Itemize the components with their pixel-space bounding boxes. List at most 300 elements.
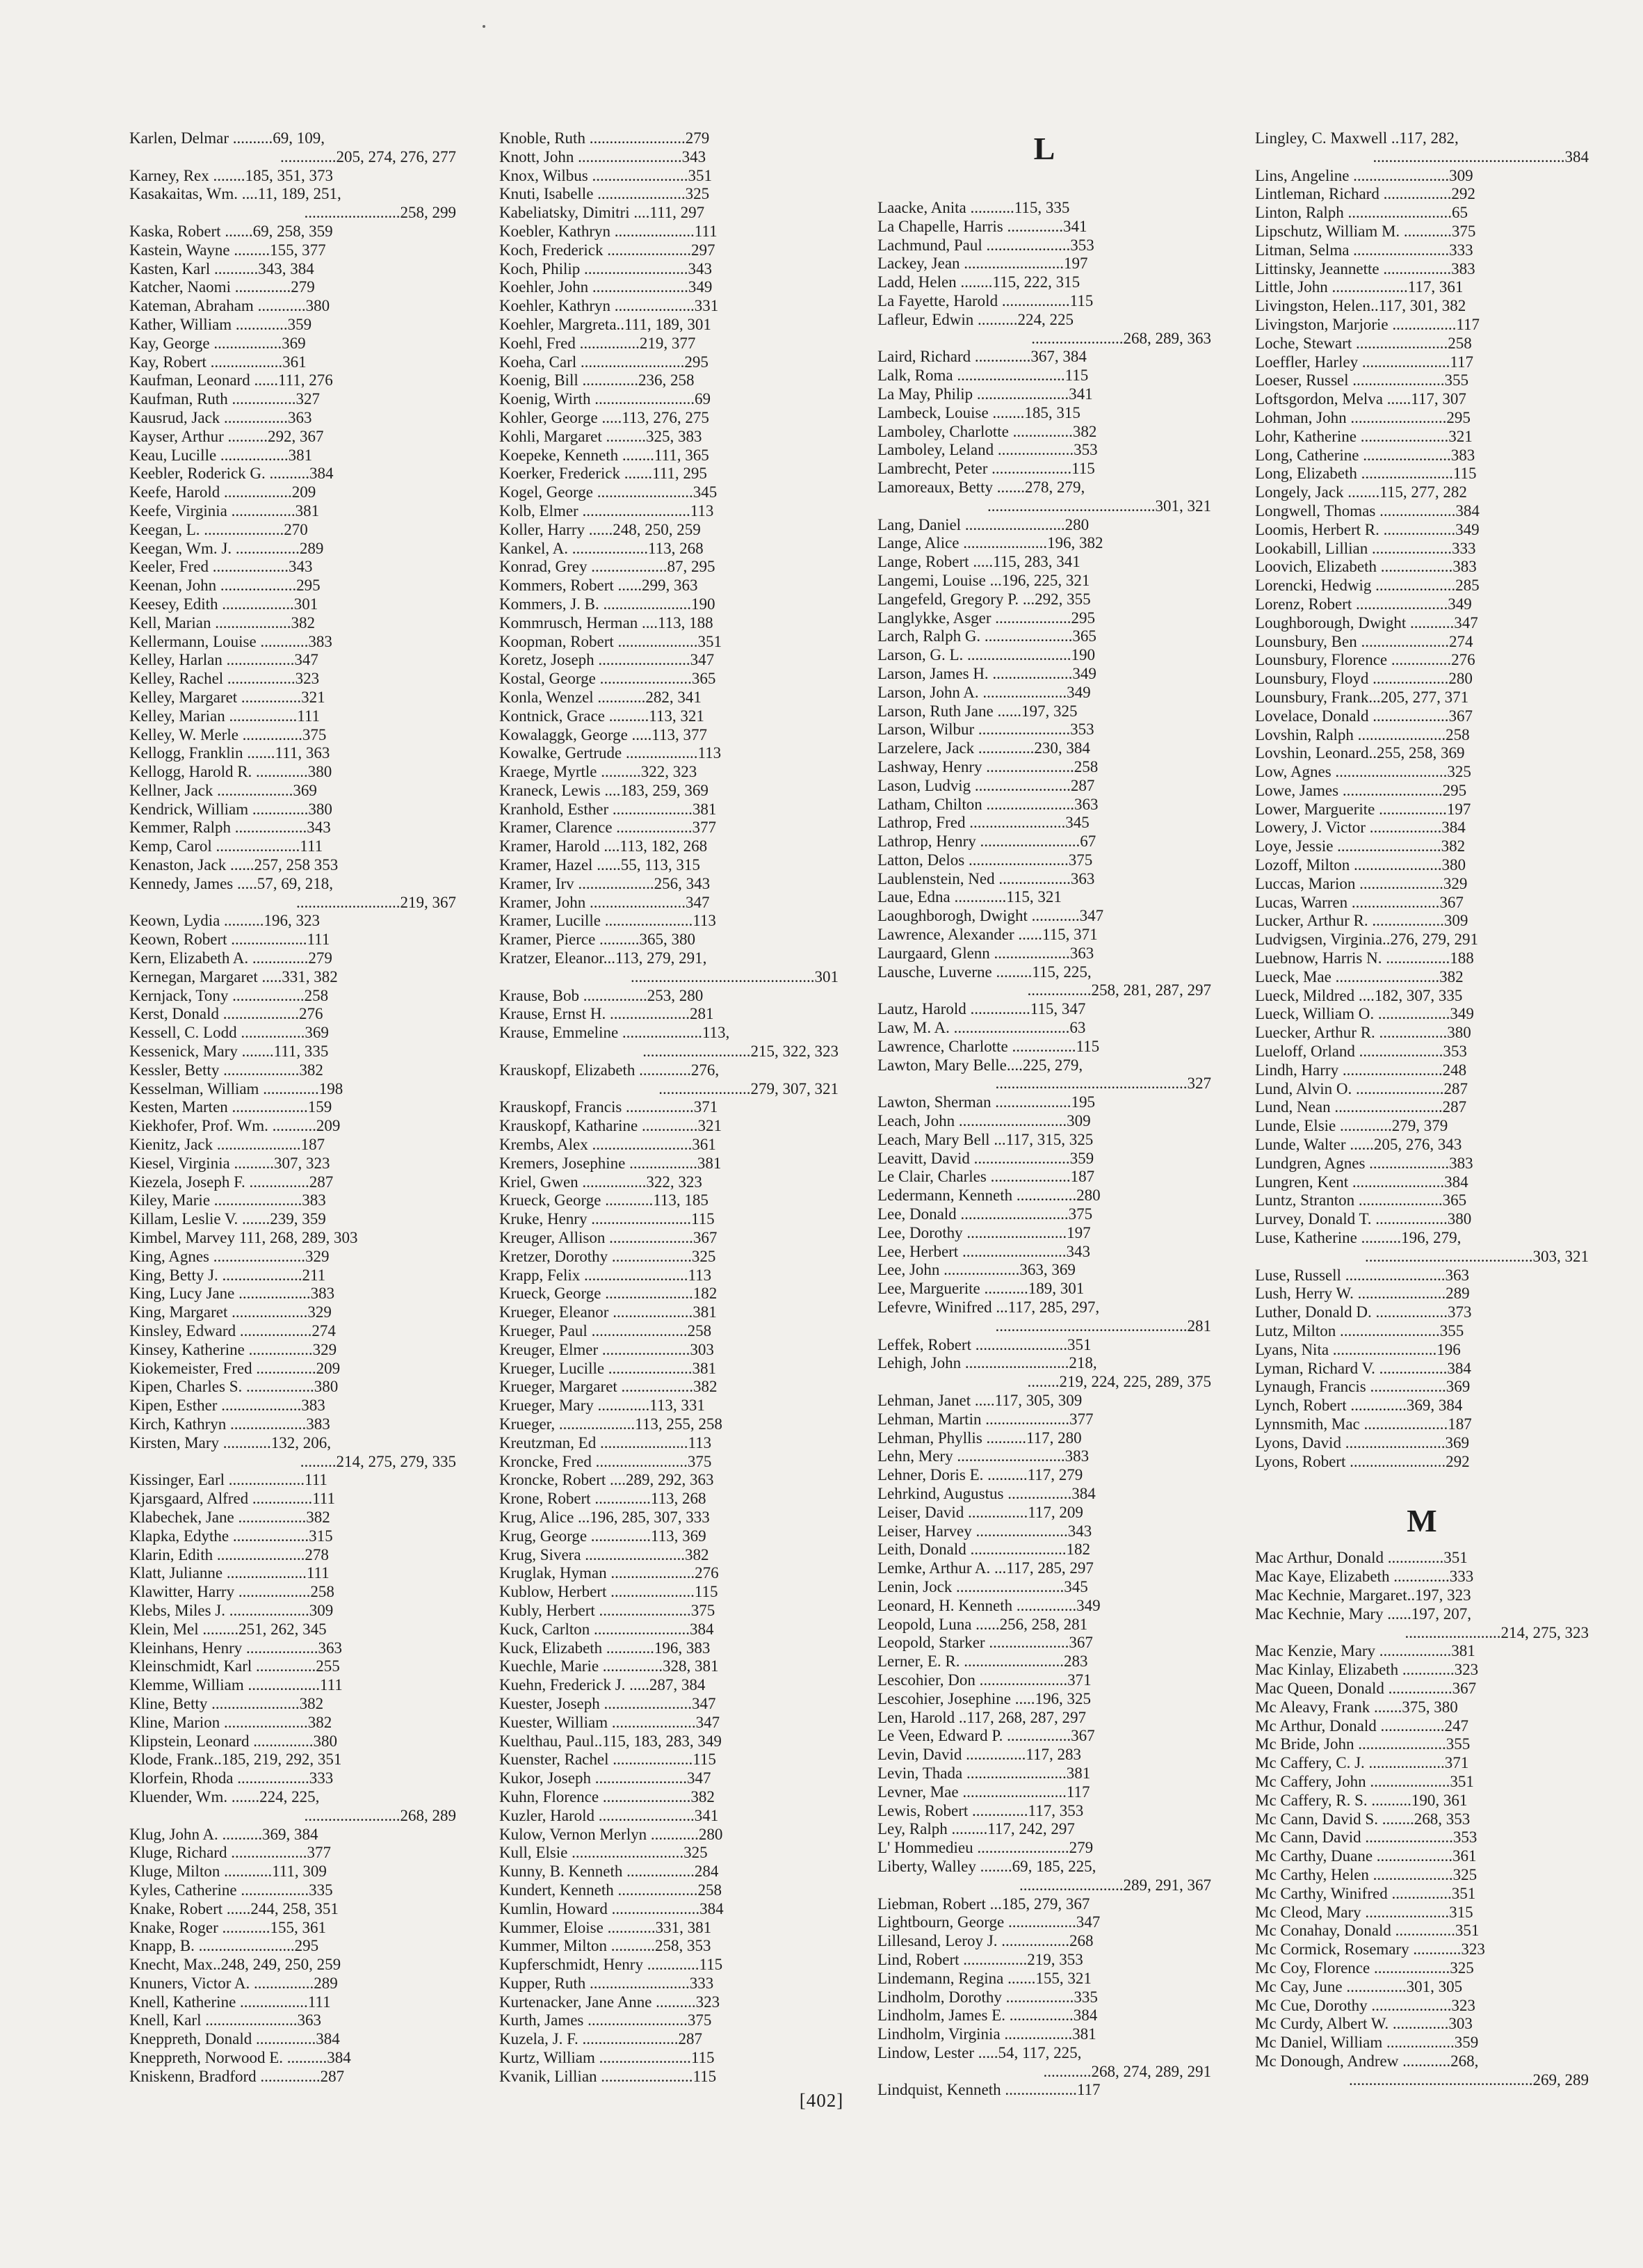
index-entry: Kessler, Betty ...................382: [129, 1061, 323, 1079]
index-entry: Lounsbury, Ben ......................274: [1255, 632, 1473, 650]
index-entry: Lee, Herbert ..........................343: [877, 1242, 1090, 1260]
index-entry: King, Margaret ...................329: [129, 1303, 332, 1321]
index-entry: Lind, Robert ................219, 353: [877, 1950, 1083, 1968]
index-entry: Lambeck, Louise ........185, 315: [877, 403, 1081, 421]
index-entry: Knell, Karl .......................363: [129, 2011, 321, 2029]
index-entry: Krueger, ...................113, 255, 258: [499, 1415, 722, 1433]
index-entry: Knoble, Ruth ........................279: [499, 129, 710, 147]
index-entry: ..............................................301: [631, 967, 839, 986]
index-entry: Kiesel, Virginia ..........307, 323: [129, 1154, 330, 1172]
index-entry: .......................268, 289, 363: [1031, 329, 1211, 347]
index-entry: Kohler, George .....113, 276, 275: [499, 408, 709, 426]
index-entry: Leopold, Luna ......256, 258, 281: [877, 1615, 1088, 1633]
index-entry: King, Lucy Jane ..................383: [129, 1285, 335, 1303]
index-entry: Kluender, Wm. .......224, 225,: [129, 1787, 320, 1805]
index-entry: Loeffler, Harley ......................117: [1255, 353, 1473, 371]
index-entry: .......................279, 307, 321: [658, 1079, 839, 1097]
index-entry: Kissinger, Earl ...................111: [129, 1471, 327, 1489]
index-entry: Kniskenn, Bradford ...............287: [129, 2067, 345, 2085]
index-entry: Law, M. A. .............................63: [877, 1019, 1086, 1037]
index-entry: King, Betty J. ....................211: [129, 1266, 326, 1284]
index-entry: Lungren, Kent .......................384: [1255, 1173, 1468, 1191]
index-entry: Langefeld, Gregory P. ...292, 355: [877, 590, 1091, 608]
index-entry: Mc Daniel, William .................359: [1255, 2034, 1479, 2052]
index-entry: Lehman, Janet .....117, 305, 309: [877, 1392, 1083, 1409]
index-entry: Lashway, Henry ......................258: [877, 757, 1099, 775]
index-column-2: [499, 129, 839, 2086]
index-entry: Ley, Ralph .........117, 242, 297: [877, 1820, 1075, 1838]
index-entry: Littinsky, Jeannette .................383: [1255, 259, 1475, 278]
index-entry: Lyons, Robert ........................292: [1255, 1452, 1470, 1470]
index-entry: Liberty, Walley ........69, 185, 225,: [877, 1857, 1096, 1875]
index-list-l: [877, 199, 1211, 2100]
index-entry: Kuelthau, Paul..115, 183, 283, 349: [499, 1732, 722, 1750]
index-entry: Lohman, John ........................295: [1255, 408, 1471, 426]
index-entry: Klebs, Miles J. ....................309: [129, 1601, 334, 1619]
index-entry: Lamoreaux, Betty .......278, 279,: [877, 478, 1085, 496]
index-entry: Kroncke, Fred .......................375: [499, 1452, 712, 1470]
index-entry: Kundert, Kenneth ....................258: [499, 1881, 722, 1899]
index-entry: Kayser, Arthur ..........292, 367: [129, 427, 324, 445]
index-entry: Kogel, George ........................345: [499, 483, 718, 501]
index-entry: Kratzer, Eleanor...113, 279, 291,: [499, 949, 707, 967]
index-entry: Lintleman, Richard .................292: [1255, 185, 1475, 203]
index-entry: Lehman, Martin .....................377: [877, 1410, 1094, 1428]
index-entry: Krauskopf, Francis .................371: [499, 1098, 718, 1116]
index-entry: Lowe, James .........................295: [1255, 781, 1467, 799]
index-entry: Lason, Ludvig ........................287: [877, 776, 1095, 794]
index-entry: Mc Carthy, Winifred ...............351: [1255, 1884, 1476, 1902]
index-entry: Laoughborogh, Dwight ............347: [877, 907, 1104, 925]
index-entry: Mc Cann, David ......................353: [1255, 1828, 1478, 1847]
index-entry: Larson, Ruth Jane ......197, 325: [877, 702, 1078, 720]
index-entry: La May, Philip .......................341: [877, 385, 1093, 403]
index-entry: Lindh, Harry .........................248: [1255, 1061, 1467, 1079]
index-entry: Lueck, Mae ..........................382: [1255, 967, 1464, 986]
index-entry: Leiser, David ...............117, 209: [877, 1503, 1083, 1521]
index-entry: Laue, Edna .............115, 321: [877, 888, 1062, 906]
index-entry: Kublow, Herbert .....................115: [499, 1583, 718, 1601]
index-entry: Lehrkind, Augustus ................384: [877, 1484, 1096, 1502]
index-entry: Lohr, Katherine ......................321: [1255, 427, 1473, 445]
index-entry: Litman, Selma ........................333: [1255, 241, 1473, 259]
index-entry: Mc Conahay, Donald ...............351: [1255, 1922, 1480, 1940]
index-entry: Kruke, Henry .........................115: [499, 1210, 715, 1228]
index-entry: Klarin, Edith ......................278: [129, 1545, 329, 1563]
index-entry: Kruglak, Hyman .....................276: [499, 1564, 719, 1582]
index-entry: Killam, Leslie V. .......239, 359: [129, 1210, 326, 1228]
index-entry: Kuzela, J. F. ........................287: [499, 2030, 703, 2048]
index-entry: Keegan, L. ....................270: [129, 520, 308, 538]
index-entry: Konla, Wenzel ............282, 341: [499, 688, 702, 706]
index-entry: Mac Kechnie, Mary ......197, 207,: [1255, 1605, 1472, 1623]
index-entry: Krug, Alice ...196, 285, 307, 333: [499, 1508, 710, 1526]
index-entry: Laird, Richard ..............367, 384: [877, 348, 1087, 366]
index-entry: Larzelere, Jack ..............230, 384: [877, 739, 1090, 757]
index-entry: Krapp, Felix ..........................113: [499, 1266, 712, 1284]
index-entry: Lovelace, Donald ...................367: [1255, 707, 1473, 725]
index-entry: Kupferschmidt, Henry .............115: [499, 1956, 723, 1974]
index-entry: Kemmer, Ralph ..................343: [129, 819, 331, 837]
index-entry: Knecht, Max..248, 249, 250, 259: [129, 1956, 341, 1974]
index-entry: Kankel, A. ...................113, 268: [499, 539, 704, 557]
index-entry: Kramer, Pierce ..........365, 380: [499, 931, 696, 949]
index-entry: Lovshin, Leonard..255, 258, 369: [1255, 744, 1465, 762]
index-entry: Mac Kaye, Elizabeth ..............333: [1255, 1568, 1474, 1586]
index-entry: Koebler, Kathryn ....................111: [499, 222, 718, 240]
index-entry: Lounsbury, Frank...205, 277, 371: [1255, 688, 1469, 706]
index-entry: Leith, Donald ........................182: [877, 1541, 1090, 1559]
index-entry: Ludvigsen, Virginia..276, 279, 291: [1255, 931, 1479, 949]
index-entry: Koehl, Fred ...............219, 377: [499, 334, 696, 352]
index-entry: Lucker, Arthur R. ..................309: [1255, 912, 1468, 930]
index-entry: Larch, Ralph G. ......................365: [877, 627, 1096, 645]
index-entry: Klorfein, Rhoda ..................333: [129, 1769, 334, 1787]
index-entry: Levner, Mae ..........................117: [877, 1783, 1090, 1801]
index-entry: Koepeke, Kenneth ........111, 365: [499, 446, 709, 464]
index-entry: Kramer, Clarence ...................377: [499, 819, 717, 837]
index-entry: Knuti, Isabelle ......................325: [499, 185, 710, 203]
index-entry: Lehman, Phyllis ..........117, 280: [877, 1429, 1082, 1447]
index-entry: Laurgaard, Glenn ...................363: [877, 944, 1094, 962]
index-entry: Kommers, J. B. ......................190: [499, 595, 715, 613]
index-entry: Kjarsgaard, Alfred ...............111: [129, 1490, 335, 1508]
index-entry: Klatt, Julianne ....................111: [129, 1564, 330, 1582]
index-entry: Krueger, Lucille .....................381: [499, 1359, 717, 1377]
index-entry: Lemke, Arthur A. ...117, 285, 297: [877, 1559, 1094, 1577]
index-entry: Mc Caffery, R. S. ..........190, 361: [1255, 1791, 1468, 1809]
index-entry: Lindow, Lester .....54, 117, 225,: [877, 2043, 1082, 2061]
index-entry: Lynnsmith, Mac .....................187: [1255, 1415, 1472, 1433]
index-entry: ..........................289, 291, 367: [1019, 1876, 1211, 1894]
index-entry: Kiezela, Joseph F. ...............287: [129, 1173, 334, 1191]
index-entry: Lafleur, Edwin ..........224, 225: [877, 310, 1074, 328]
index-entry: Mc Curdy, Albert W. ..............303: [1255, 2015, 1473, 2033]
index-entry: Klug, John A. ..........369, 384: [129, 1825, 318, 1843]
index-entry: Loomis, Herbert R. ..................349: [1255, 520, 1480, 538]
index-entry: La Fayette, Harold .................115: [877, 291, 1094, 309]
index-entry: Mc Carthy, Helen ....................325: [1255, 1865, 1478, 1883]
index-entry: Knapp, B. ........................295: [129, 1937, 319, 1955]
index-entry: Kernegan, Margaret .....331, 382: [129, 967, 338, 986]
index-entry: Low, Agnes ............................325: [1255, 763, 1471, 781]
index-entry: Kulow, Vernon Merlyn ............280: [499, 1825, 723, 1843]
index-entry: Kramer, Irv ...................256, 343: [499, 874, 711, 892]
index-entry: Kateman, Abraham ............380: [129, 297, 330, 315]
index-entry: ........................258, 299: [304, 204, 456, 222]
index-entry: Koenig, Wirth .........................69: [499, 390, 711, 408]
index-entry: Kinsey, Katherine ................329: [129, 1340, 337, 1358]
index-entry: Keefe, Harold .................209: [129, 483, 316, 501]
index-entry: Leonard, H. Kenneth ...............349: [877, 1596, 1101, 1614]
index-entry: Knake, Robert ......244, 258, 351: [129, 1899, 339, 1917]
index-entry: Lundgren, Agnes ....................383: [1255, 1154, 1473, 1172]
index-entry: Kelley, Harlan .................347: [129, 651, 318, 669]
index-entry: Lynch, Robert ..............369, 384: [1255, 1397, 1463, 1415]
index-entry: ..........................219, 367: [296, 893, 456, 911]
index-entry: Kraege, Myrtle ..........322, 323: [499, 763, 697, 781]
index-entry: Lange, Alice .....................196, 382: [877, 534, 1103, 552]
index-entry: Kaska, Robert .......69, 258, 359: [129, 222, 333, 240]
index-entry: Kienitz, Jack .....................187: [129, 1136, 325, 1154]
index-entry: Mac Kinlay, Elizabeth .............323: [1255, 1661, 1479, 1679]
index-entry: Kramer, Lucille ......................113: [499, 912, 716, 930]
index-entry: Lightbourn, George .................347: [877, 1913, 1101, 1931]
index-entry: Longwell, Thomas ...................384: [1255, 501, 1480, 520]
index-entry: Loeser, Russel .......................355: [1255, 371, 1468, 389]
index-entry: Mc Cue, Dorothy ....................323: [1255, 1996, 1475, 2014]
index-entry: Knott, John ..........................343: [499, 147, 706, 166]
index-entry: Keegan, Wm. J. ................289: [129, 539, 324, 557]
index-entry: Larson, James H. ....................349: [877, 664, 1096, 682]
index-entry: Katcher, Naomi ..............279: [129, 278, 315, 296]
index-entry: Mac Queen, Donald ................367: [1255, 1679, 1477, 1697]
page-number: [402]: [799, 2090, 844, 2111]
index-entry: Langemi, Louise ...196, 225, 321: [877, 571, 1090, 589]
index-entry: Lund, Alvin O. ......................287: [1255, 1079, 1468, 1097]
index-entry: Kluge, Richard ...................377: [129, 1844, 332, 1862]
index-entry: Linton, Ralph ..........................65: [1255, 204, 1468, 222]
index-entry: Krone, Robert ..............113, 268: [499, 1490, 706, 1508]
index-entry: Le Clair, Charles ....................187: [877, 1168, 1095, 1186]
index-entry: Kleinhans, Henry ..................363: [129, 1639, 342, 1657]
index-entry: Koehler, Margreta..111, 189, 301: [499, 315, 711, 333]
index-entry: Kommers, Robert ......299, 363: [499, 577, 698, 595]
index-entry: Lewis, Robert ..............117, 353: [877, 1801, 1084, 1819]
index-entry: Lueck, Mildred ....182, 307, 335: [1255, 986, 1463, 1004]
index-entry: Kroncke, Robert ....289, 292, 363: [499, 1471, 714, 1489]
index-entry: Knuners, Victor A. ...............289: [129, 1974, 338, 1992]
index-entry: Kowalke, Gertrude ..................113: [499, 744, 722, 762]
index-entry: ............268, 274, 289, 291: [1043, 2062, 1211, 2080]
index-entry: Kurtenacker, Jane Anne ..........323: [499, 1993, 720, 2011]
index-entry: Koehler, John ........................349: [499, 278, 713, 296]
index-entry: Laublenstein, Ned ..................363: [877, 869, 1095, 887]
index-entry: Loche, Stewart .......................258: [1255, 334, 1472, 352]
index-entry: Kiekhofer, Prof. Wm. ...........209: [129, 1117, 341, 1135]
index-entry: Lathrop, Fred ........................345: [877, 814, 1090, 832]
index-entry: Kelley, W. Merle ...............375: [129, 725, 327, 743]
index-entry: Kuck, Elizabeth ............196, 383: [499, 1639, 711, 1657]
index-entry: Leach, John ...........................309: [877, 1112, 1091, 1130]
index-entry: Kuzler, Harold ........................341: [499, 1806, 719, 1824]
index-entry: Klode, Frank..185, 219, 292, 351: [129, 1751, 342, 1769]
index-entry: Levin, David ...............117, 283: [877, 1746, 1082, 1764]
index-entry: Klein, Mel .........251, 262, 345: [129, 1620, 327, 1638]
index-entry: ................................................281: [995, 1317, 1211, 1335]
index-entry: Koretz, Joseph .......................347: [499, 651, 715, 669]
index-entry: Krueger, Eleanor ....................381: [499, 1303, 717, 1321]
index-entry: Lyans, Nita ..........................196: [1255, 1340, 1461, 1358]
index-entry: Mc Cay, June ...............301, 305: [1255, 1977, 1463, 1995]
index-entry: Kuester, Joseph ......................347: [499, 1694, 716, 1712]
index-entry: Kiokemeister, Fred ...............209: [129, 1359, 341, 1377]
index-entry: Lindholm, Virginia .................381: [877, 2025, 1096, 2043]
index-entry: Lounsbury, Florence ...............276: [1255, 651, 1475, 669]
index-entry: Kaufman, Leonard ......111, 276: [129, 371, 333, 389]
index-entry: ........219, 224, 225, 289, 375: [1027, 1373, 1211, 1391]
index-entry: Kerst, Donald ...................276: [129, 1005, 323, 1023]
index-entry: Kurtz, William .......................115: [499, 2049, 715, 2067]
index-entry: Klemme, William ..................111: [129, 1676, 343, 1694]
index-entry: Mc Cleod, Mary .....................315: [1255, 1903, 1473, 1921]
index-entry: Kesten, Marten ...................159: [129, 1098, 332, 1116]
index-entry: Lipschutz, William M. ............375: [1255, 222, 1476, 240]
index-entry: Klapka, Edythe ...................315: [129, 1527, 333, 1545]
index-entry: Krauskopf, Elizabeth .............276,: [499, 1061, 720, 1079]
index-entry: Kukor, Joseph .......................347: [499, 1769, 711, 1787]
index-entry: Koller, Harry ......248, 250, 259: [499, 520, 701, 538]
index-entry: Kretzer, Dorothy ....................325: [499, 1247, 716, 1265]
index-entry: Larson, John A. .....................349: [877, 683, 1091, 701]
index-entry: Luther, Donald D. ..................373: [1255, 1303, 1472, 1321]
index-entry: Lee, Marguerite ...........189, 301: [877, 1280, 1085, 1298]
index-entry: Kinsley, Edward ..................274: [129, 1322, 336, 1340]
index-entry: Luse, Russell .........................363: [1255, 1266, 1469, 1284]
index-entry: Lehner, Doris E. ..........117, 279: [877, 1466, 1083, 1484]
index-entry: Koch, Philip ..........................343: [499, 259, 713, 278]
index-entry: ..........................................303, 321: [1365, 1247, 1589, 1265]
index-entry: Karlen, Delmar ..........69, 109,: [129, 129, 325, 147]
index-entry: Latham, Chilton ......................363: [877, 795, 1099, 813]
index-entry: Ladd, Helen ........115, 222, 315: [877, 273, 1081, 291]
index-entry: Kriel, Gwen ................322, 323: [499, 1173, 702, 1191]
index-entry: Langlykke, Asger ...................295: [877, 609, 1096, 627]
index-column-3: [877, 129, 1211, 2100]
index-entry: ..........................................301, 321: [987, 497, 1211, 515]
index-entry: Keown, Lydia ..........196, 323: [129, 912, 321, 930]
index-entry: Knake, Roger ............155, 361: [129, 1918, 326, 1936]
index-entry: Krueck, George ......................182: [499, 1285, 718, 1303]
index-entry: Kuenster, Rachel ....................115: [499, 1751, 716, 1769]
index-entry: Kellogg, Franklin .......111, 363: [129, 744, 330, 762]
index-entry: ................................................327: [995, 1075, 1211, 1093]
index-entry: Kleinschmidt, Karl ...............255: [129, 1657, 340, 1675]
index-entry: Mac Arthur, Donald ..............351: [1255, 1549, 1468, 1567]
index-entry: Klawitter, Harry ..................258: [129, 1583, 334, 1601]
index-entry: Lingley, C. Maxwell ..117, 282,: [1255, 129, 1459, 147]
index-entry: Kastein, Wayne .........155, 377: [129, 241, 326, 259]
index-entry: Kimbel, Marvey 111, 268, 289, 303: [129, 1229, 358, 1247]
index-entry: Leopold, Starker ....................367: [877, 1634, 1093, 1652]
index-entry: Keesey, Edith ..................301: [129, 595, 318, 613]
index-entry: Koehler, Kathryn ....................331: [499, 297, 719, 315]
index-entry: Krueger, Mary .............113, 331: [499, 1397, 705, 1415]
index-entry: Lawrence, Charlotte ................115: [877, 1037, 1100, 1055]
index-entry: Kiley, Marie ......................383: [129, 1191, 326, 1209]
index-entry: Koopman, Robert ....................351: [499, 632, 722, 650]
index-column-4: [1255, 129, 1589, 2089]
index-entry: ..............205, 274, 276, 277: [280, 147, 456, 166]
index-entry: Lamboley, Leland ...................353: [877, 441, 1098, 459]
index-entry: Kurth, James .........................375: [499, 2011, 712, 2029]
index-entry: Kennedy, James .....57, 69, 218,: [129, 874, 333, 892]
index-entry: ................258, 281, 287, 297: [1027, 981, 1211, 999]
index-entry: Kessell, C. Lodd ................369: [129, 1024, 329, 1042]
index-entry: Kvanik, Lillian .......................115: [499, 2067, 717, 2085]
index-entry: Lescohier, Don ......................371: [877, 1671, 1092, 1689]
index-entry: Kummer, Eloise ............331, 381: [499, 1918, 712, 1936]
index-entry: Lawton, Mary Belle....225, 279,: [877, 1056, 1083, 1074]
index-entry: Luse, Katherine ..........196, 279,: [1255, 1229, 1462, 1247]
index-entry: Lynaugh, Francis ...................369: [1255, 1378, 1471, 1396]
index-entry: Mc Aleavy, Frank .......375, 380: [1255, 1698, 1458, 1716]
section-letter-l: L: [1033, 131, 1055, 166]
index-entry: Kull, Elsie ............................325: [499, 1844, 708, 1862]
index-entry: Mac Kenzie, Mary ..................381: [1255, 1642, 1475, 1660]
index-entry: Kline, Marion .....................382: [129, 1713, 332, 1731]
index-entry: Lathrop, Henry .........................67: [877, 833, 1096, 851]
index-entry: Lunde, Walter ......205, 276, 343: [1255, 1136, 1462, 1154]
index-entry: Lueck, William O. ..................349: [1255, 1005, 1474, 1023]
index-entry: Lang, Daniel .........................280: [877, 515, 1090, 533]
index-entry: Klabechek, Jane .................382: [129, 1508, 330, 1526]
index-entry: Latton, Delos .........................375: [877, 851, 1093, 869]
index-entry: Lower, Marguerite .................197: [1255, 800, 1471, 818]
index-entry: Konrad, Grey ...................87, 295: [499, 558, 715, 576]
index-entry: Krembs, Alex .........................361: [499, 1136, 716, 1154]
index-entry: Lueloff, Orland .....................353: [1255, 1043, 1467, 1061]
index-entry: Krueger, Margaret ..................382: [499, 1378, 718, 1396]
page-speck: [483, 25, 485, 28]
index-entry: Lillesand, Leroy J. .................268: [877, 1932, 1094, 1950]
index-entry: Krug, George ...............113, 369: [499, 1527, 706, 1545]
index-entry: Mc Cann, David S. ........268, 353: [1255, 1810, 1471, 1828]
index-entry: Ledermann, Kenneth ...............280: [877, 1187, 1101, 1205]
index-entry: Kranhold, Esther ....................381: [499, 800, 717, 818]
index-entry: Knell, Katherine .................111: [129, 1993, 331, 2011]
index-entry: Kellner, Jack ...................369: [129, 781, 317, 799]
index-entry: Lee, Donald ...........................375: [877, 1205, 1093, 1223]
index-entry: Little, John ...................117, 361: [1255, 278, 1464, 296]
index-entry: Kemp, Carol .....................111: [129, 837, 323, 855]
index-entry: Mc Cormick, Rosemary ............323: [1255, 1940, 1485, 1959]
index-entry: Lunde, Elsie .............279, 379: [1255, 1117, 1448, 1135]
index-entry: Lefevre, Winifred ...117, 285, 297,: [877, 1298, 1100, 1317]
index-entry: Lindquist, Kenneth ..................117: [877, 2081, 1101, 2099]
index-entry: ........................214, 275, 323: [1405, 1623, 1589, 1641]
index-entry: Lehigh, John ..........................218,: [877, 1354, 1097, 1372]
index-entry: Kell, Marian ...................382: [129, 613, 316, 632]
index-entry: Kern, Elizabeth A. ..............279: [129, 949, 332, 967]
index-entry: Lachmund, Paul .....................353: [877, 236, 1094, 254]
index-entry: Lozoff, Milton ......................380: [1255, 856, 1466, 874]
index-entry: Kaufman, Ruth ................327: [129, 390, 321, 408]
index-entry: Lorencki, Hedwig ....................285: [1255, 577, 1480, 595]
section-letter-m: M: [1407, 1503, 1437, 1539]
index-entry: Kellermann, Louise ............383: [129, 632, 332, 650]
index-entry: Lindemann, Regina .......155, 321: [877, 1969, 1092, 1987]
index-entry: Mc Carthy, Duane ...................361: [1255, 1847, 1477, 1865]
index-entry: Klipstein, Leonard ...............380: [129, 1732, 337, 1750]
index-entry: Kenaston, Jack ......257, 258 353: [129, 856, 339, 874]
index-entry: Liebman, Robert ...185, 279, 367: [877, 1895, 1090, 1913]
index-entry: Keefe, Virginia ................381: [129, 501, 320, 520]
index-entry: Kipen, Esther ....................383: [129, 1397, 325, 1415]
index-entry: Lausche, Luverne .........115, 225,: [877, 963, 1092, 981]
index-entry: Lush, Herry W. ......................289: [1255, 1285, 1470, 1303]
index-entry: Lee, Dorothy .........................197: [877, 1223, 1091, 1241]
index-list-m: [1255, 1549, 1589, 2089]
index-entry: Mc Caffery, C. J. ...................371: [1255, 1754, 1469, 1772]
index-entry: ...........................215, 322, 323: [642, 1043, 839, 1061]
index-entry: Keenan, John ...................295: [129, 577, 321, 595]
index-entry: Keau, Lucille .................381: [129, 446, 313, 464]
index-entry: Mc Bride, John ......................355: [1255, 1735, 1471, 1753]
index-entry: Karney, Rex ........185, 351, 373: [129, 166, 333, 184]
index-entry: Lowery, J. Victor ..................384: [1255, 819, 1466, 837]
index-entry: Lyons, David .........................369: [1255, 1433, 1469, 1451]
